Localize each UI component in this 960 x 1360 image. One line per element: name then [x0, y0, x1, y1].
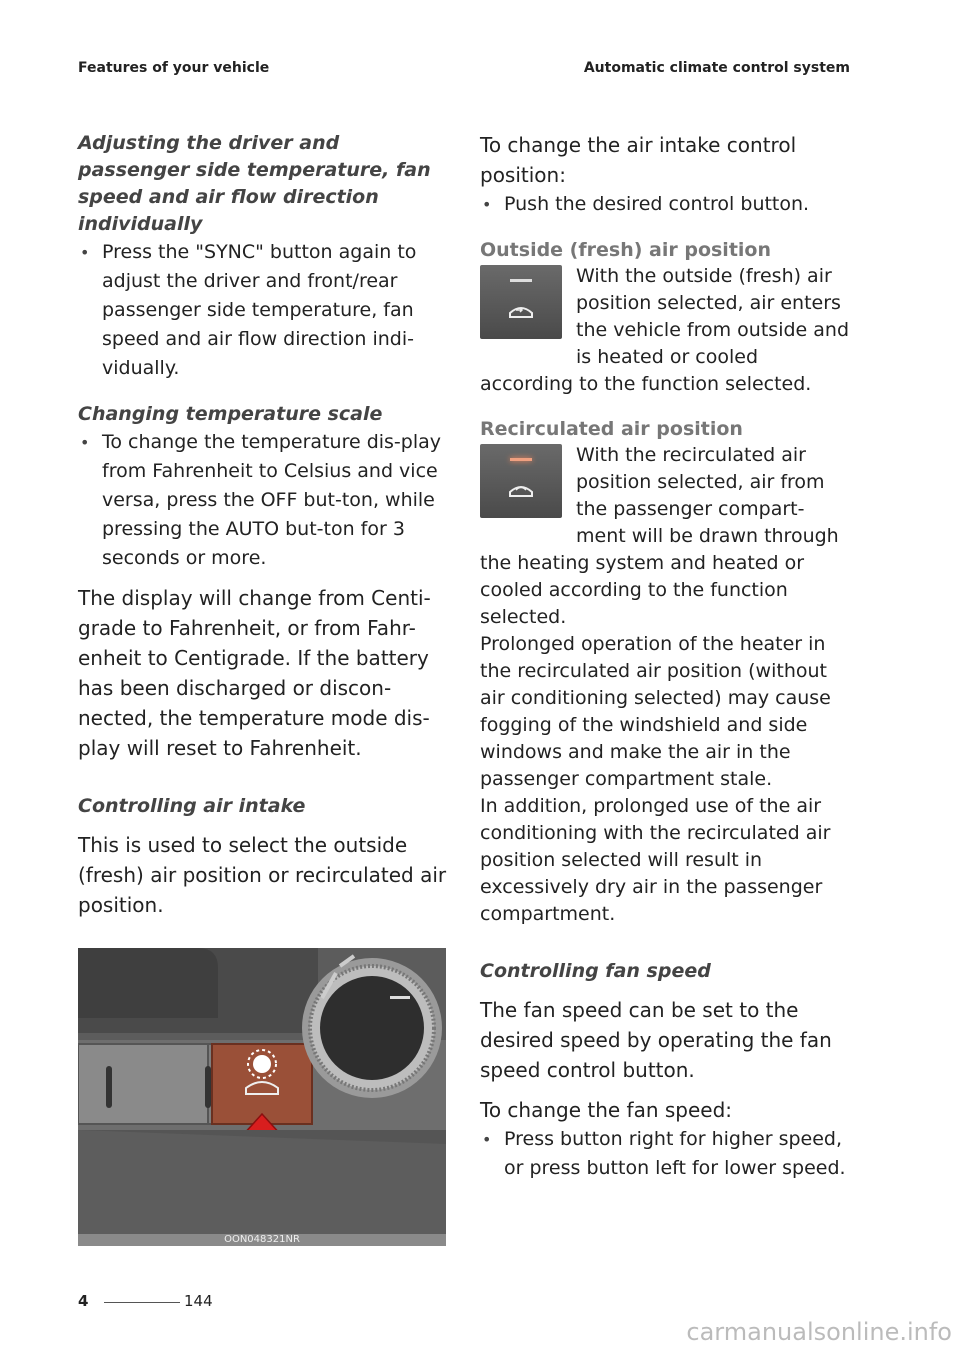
recirculated-air-icon [480, 444, 562, 518]
bullet-list-sync [78, 238, 448, 383]
bullet-item: • Press the "SYNC" button again to adjust the driver and front/rear passenger side temperature, fan speed and air flow direction indi-vidually. [78, 238, 448, 383]
photo-reference-code: OON048321NR [78, 1234, 446, 1246]
outside-air-icon [480, 265, 562, 339]
heading-adjust-individually: Adjusting the driver and passenger side temperature, fan speed and air flow direction individually [78, 132, 431, 235]
heading-air-intake: Controlling air intake [78, 795, 306, 817]
climate-panel-illustration [78, 948, 446, 1246]
paragraph-change-intake: To change the air intake control position: [480, 133, 797, 187]
paragraph-recirculated-air: With the recirculated air position selected, air from the passenger compart-ment will be drawn through the heating system and heated or cooled according to the function selected. [480, 444, 839, 628]
header-section-title: Features of your vehicle [78, 60, 270, 76]
paragraph-fan-speed: The fan speed can be set to the desired speed by operating the fan speed control button. [480, 998, 832, 1082]
heading-fan-speed: Controlling fan speed [480, 960, 711, 982]
header-chapter-title: Automatic climate control system [583, 60, 850, 76]
paragraph-change-fan: To change the fan speed: [480, 1098, 733, 1122]
watermark-text: carmanualsonline.info [686, 1318, 952, 1346]
paragraph-dry-air: In addition, prolonged use of the air conditioning with the recirculated air position selected will result in excessively dry air in the passenger compartment. [480, 795, 831, 925]
climate-panel-photo [78, 948, 446, 1246]
bullet-list-scale [78, 428, 448, 573]
paragraph-air-intake: This is used to select the outside (fresh) air position or recirculated air position. [78, 833, 447, 917]
page-number: 144 [184, 1292, 213, 1310]
bullet-item: • To change the temperature dis-play from Fahrenheit to Celsius and vice versa, press the OFF but-ton, while pressing the AUTO but-ton for 3 seconds or more. [78, 428, 448, 573]
bullet-list-fan [480, 1125, 850, 1183]
heading-temperature-scale: Changing temperature scale [78, 403, 383, 425]
bullet-item: • Push the desired control button. [480, 190, 850, 219]
paragraph-prolonged-heater: Prolonged operation of the heater in the recirculated air position (without air conditioning selected) may cause fogging of the windshield and side windows and make the air in the passenger compartment stale. [480, 633, 831, 790]
right-column [480, 130, 850, 1183]
paragraph-outside-air: With the outside (fresh) air position selected, air enters the vehicle from outside and is heated or cooled according to the function selected. [480, 265, 850, 395]
heading-outside-air: Outside (fresh) air position [480, 239, 771, 261]
recirculated-air-block [480, 442, 850, 631]
left-column [78, 130, 448, 1246]
outside-air-block [480, 263, 850, 398]
bullet-list-intake [480, 190, 850, 219]
bullet-item: • Press button right for higher speed, or press button left for lower speed. [480, 1125, 850, 1183]
heading-recirculated-air: Recirculated air position [480, 418, 743, 440]
chapter-number: 4 [78, 1292, 89, 1310]
paragraph-display-change: The display will change from Centi-grade to Fahrenheit, or from Fahr-enheit to Centigrade. If the battery has been discharged or discon-nected, the temperature mode dis-play will reset to Fahrenheit. [78, 586, 431, 760]
